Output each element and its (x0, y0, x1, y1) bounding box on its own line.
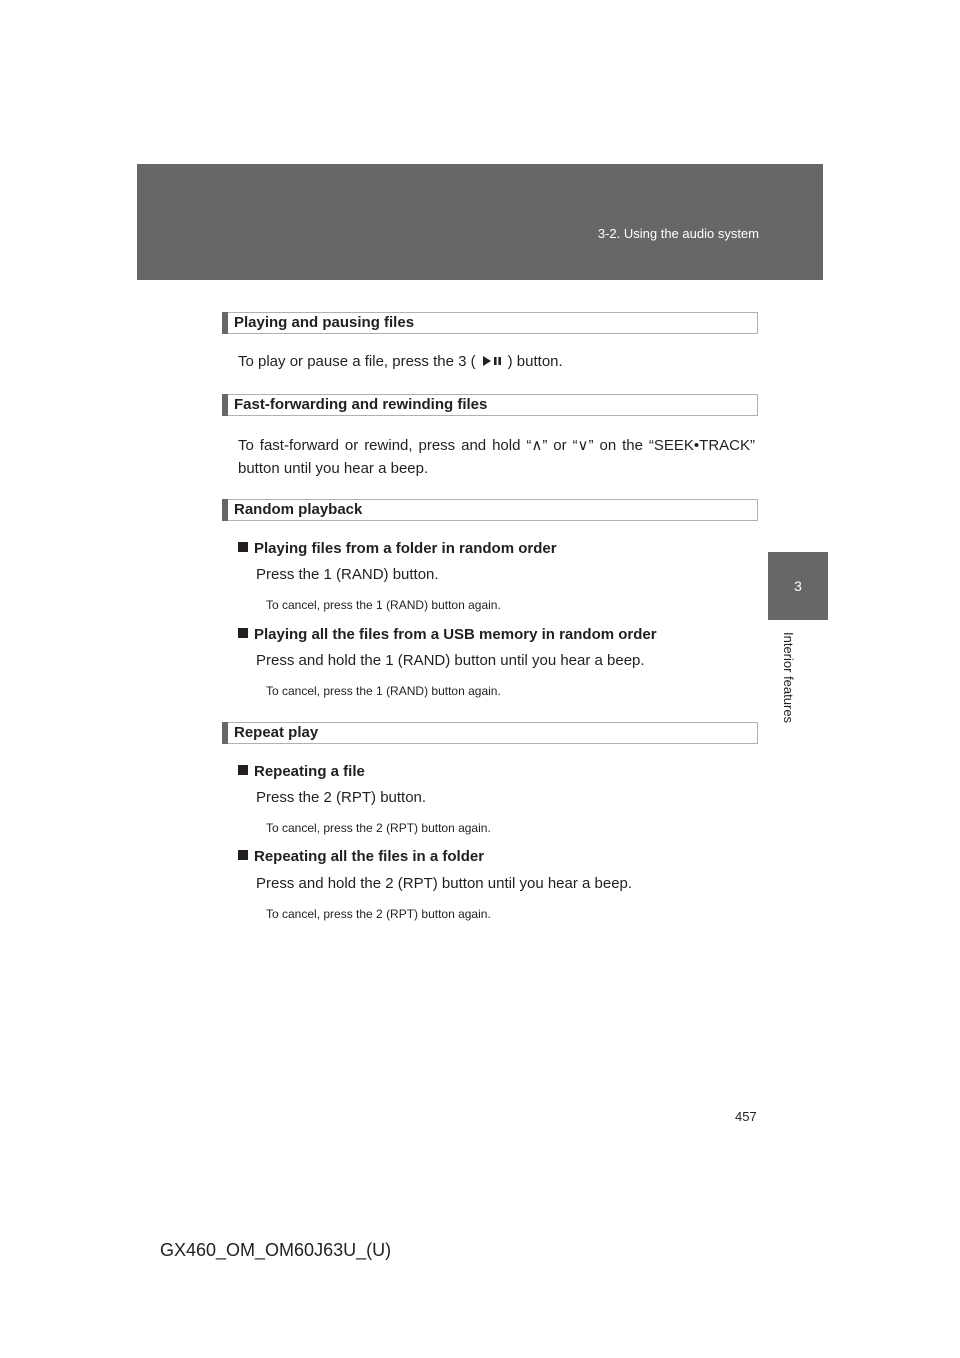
instruction-text-before: To play or pause a file, press the 3 ( (238, 353, 476, 370)
page-number: 457 (735, 1109, 757, 1124)
instruction-text-after: ) button. (507, 353, 563, 370)
bullet-heading-text: Playing all the files from a USB memory in random order (254, 626, 657, 643)
instruction-text: Press the 2 (RPT) button. (256, 789, 427, 806)
bullet-square-icon (238, 628, 248, 638)
bullet-square-icon (238, 765, 248, 775)
instruction-text: Press and hold the 2 (RPT) button until you hear a beep. (256, 875, 633, 892)
bullet-heading (238, 540, 557, 557)
chapter-label: Interior features (781, 632, 796, 724)
heading-title: Random playback (234, 501, 363, 518)
section-heading-ff-rew (222, 394, 758, 416)
bullet-heading-text: Playing files from a folder in random order (254, 540, 557, 557)
section-heading-repeat (222, 722, 758, 744)
heading-title: Fast-forwarding and rewinding files (234, 396, 488, 413)
section-title: 3-2. Using the audio system (597, 226, 759, 241)
section-heading-random (222, 499, 758, 521)
note-text: To cancel, press the 2 (RPT) button again. (266, 907, 491, 921)
bullet-heading (238, 848, 484, 865)
heading-marker (222, 722, 228, 744)
bullet-heading-text: Repeating all the files in a folder (254, 848, 485, 865)
chapter-number: 3 (794, 578, 802, 594)
heading-marker (222, 394, 228, 416)
chapter-tab (768, 552, 828, 620)
play-pause-icon (480, 354, 504, 371)
bullet-square-icon (238, 850, 248, 860)
heading-marker (222, 499, 228, 521)
heading-title: Playing and pausing files (234, 314, 415, 331)
note-text: To cancel, press the 1 (RAND) button again. (266, 684, 501, 698)
chapter-header-band (137, 164, 823, 280)
document-code: GX460_OM_OM60J63U_(U) (160, 1240, 392, 1260)
play-pause-instruction (238, 353, 563, 371)
bullet-heading (238, 626, 657, 643)
note-text: To cancel, press the 1 (RAND) button again. (266, 598, 501, 612)
heading-title: Repeat play (234, 724, 319, 741)
bullet-heading-text: Repeating a file (254, 763, 365, 780)
section-heading-play-pause (222, 312, 758, 334)
ff-rew-instruction: To fast-forward or rewind, press and hold “∧” or “∨” on the “SEEK•TRACK” button until you hear a beep. (238, 437, 755, 477)
bullet-square-icon (238, 542, 248, 552)
note-text: To cancel, press the 2 (RPT) button again. (266, 821, 491, 835)
heading-marker (222, 312, 228, 334)
bullet-heading (238, 763, 365, 780)
instruction-text: Press the 1 (RAND) button. (256, 566, 439, 583)
instruction-text: Press and hold the 1 (RAND) button until you hear a beep. (256, 652, 645, 669)
